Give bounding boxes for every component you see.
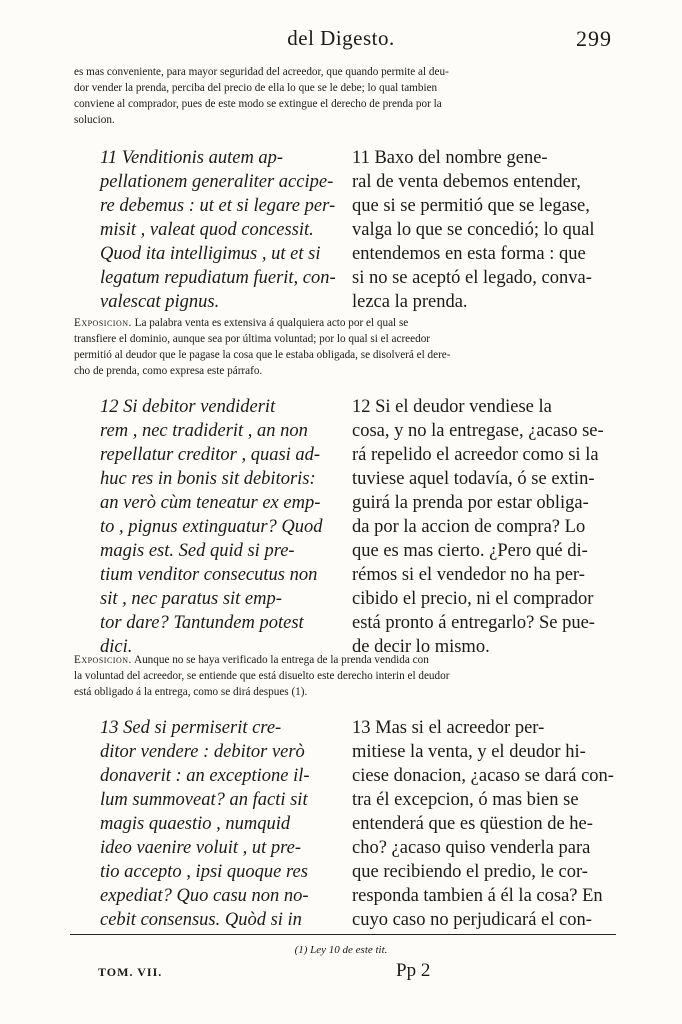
spanish-line: 13 Mas si el acreedor per- [352, 718, 545, 738]
latin-line: 11 Venditionis autem ap- [100, 148, 284, 168]
footnote-divider [70, 934, 616, 935]
spanish-line: que si se permitió que se legase, [352, 196, 590, 216]
exposicion-label: Exposicion. [74, 317, 132, 329]
latin-line: valescat pignus. [100, 292, 220, 312]
spanish-paragraph-11 [352, 146, 614, 314]
latin-line: sit , nec paratus sit emp- [100, 589, 282, 609]
note-line: cho de prenda, como expresa este párrafo. [74, 365, 263, 377]
latin-line: an verò cùm teneatur ex emp- [100, 493, 321, 513]
latin-line: 13 Sed si permiserit cre- [100, 718, 282, 738]
spanish-line: cho? ¿acaso quiso venderla para [352, 838, 591, 858]
spanish-line: si no se aceptó el legado, conva- [352, 268, 592, 288]
spanish-line: rá repelido el acreedor como si la [352, 445, 599, 465]
spanish-line: entenderá que es qüestion de he- [352, 814, 593, 834]
note-line: solucion. [74, 114, 115, 126]
latin-paragraph-11 [100, 146, 340, 314]
latin-line: cebit consensus. Quòd si in [100, 910, 302, 930]
note-line: está obligado á la entrega, como se dirá despues (1). [74, 686, 308, 698]
latin-line: lum summoveat? an facti sit [100, 790, 308, 810]
spanish-line: cibido el precio, ni el comprador [352, 589, 594, 609]
latin-line: tio accepto , ipsi quoque res [100, 862, 308, 882]
spanish-line: da por la accion de compra? Lo [352, 517, 586, 537]
spanish-line: rémos si el vendedor no ha per- [352, 565, 585, 585]
note-line: transfiere el dominio, aunque sea por última voluntad; por lo qual si el acreedor [74, 333, 431, 345]
latin-paragraph-13 [100, 716, 340, 932]
spanish-line: tuviese aquel todavía, ó se extin- [352, 469, 595, 489]
latin-line: ideo vaenire voluit , ut pre- [100, 838, 302, 858]
latin-line: 12 Si debitor vendiderit [100, 397, 276, 417]
spanish-line: ciese donacion, ¿acaso se dará con- [352, 766, 614, 786]
note-line: permitió al deudor que le pagase la cosa que le estaba obligada, se disolverá el dere- [74, 349, 451, 361]
spanish-line: mitiese la venta, y el deudor hi- [352, 742, 586, 762]
note-line [74, 652, 614, 668]
spanish-line: de decir lo mismo. [352, 637, 490, 657]
latin-line: donaverit : an exceptione il- [100, 766, 310, 786]
latin-line: pellationem generaliter accipe- [100, 172, 334, 192]
latin-line: rem , nec tradiderit , an non [100, 421, 308, 441]
latin-paragraph-12 [100, 395, 340, 659]
exposicion-note-1 [74, 315, 614, 379]
running-title: del Digesto. [287, 26, 395, 50]
latin-line: to , pignus extinguatur? Quod [100, 517, 323, 537]
footnote: (1) Ley 10 de este tit. [294, 944, 388, 956]
spanish-line: lezca la prenda. [352, 292, 468, 312]
latin-line: Quod ita intelligimus , ut et si [100, 244, 321, 264]
note-line: es mas conveniente, para mayor seguridad del acreedor, que quando permite al deu- [74, 66, 449, 78]
spanish-line: 11 Baxo del nombre gene- [352, 148, 548, 168]
spanish-paragraph-13 [352, 716, 614, 932]
latin-line: re debemus : ut et si legare per- [100, 196, 336, 216]
latin-line: expediat? Quo casu non no- [100, 886, 309, 906]
spanish-line: guirá la prenda por estar obliga- [352, 493, 589, 513]
spanish-line: cuyo caso no perjudicará el con- [352, 910, 592, 930]
spanish-line: que es mas cierto. ¿Pero qué di- [352, 541, 588, 561]
exposicion-note-2 [74, 652, 614, 700]
note-line [74, 315, 614, 331]
exposicion-label: Exposicion. [74, 654, 132, 666]
spanish-line: que recibiendo el predio, le cor- [352, 862, 588, 882]
latin-line: magis est. Sed quid si pre- [100, 541, 295, 561]
latin-line: repellatur creditor , quasi ad- [100, 445, 321, 465]
signature-mark: Pp 2 [396, 960, 431, 981]
spanish-line: entendemos en esta forma : que [352, 244, 586, 264]
spanish-line: está pronto á entregarlo? Se pue- [352, 613, 595, 633]
spanish-line: 12 Si el deudor vendiese la [352, 397, 552, 417]
latin-line: ditor vendere : debitor verò [100, 742, 305, 762]
top-note [74, 64, 614, 128]
latin-line: misit , valeat quod concessit. [100, 220, 314, 240]
spanish-line: ral de venta debemos entender, [352, 172, 581, 192]
spanish-line: responda tambien á él la cosa? En [352, 886, 603, 906]
note-line: la voluntad del acreedor, se entiende que está disuelto este derecho interin el deudor [74, 670, 450, 682]
spanish-line: cosa, y no la entregase, ¿acaso se- [352, 421, 604, 441]
spanish-line: valga lo que se concedió; lo qual [352, 220, 595, 240]
note-line: conviene al comprador, pues de este modo se extingue el derecho de prenda por la [74, 98, 442, 110]
page-number: 299 [576, 26, 612, 51]
spanish-paragraph-12 [352, 395, 614, 659]
page-header [0, 22, 682, 52]
latin-line: legatum repudiatum fuerit, con- [100, 268, 336, 288]
latin-line: huc res in bonis sit debitoris: [100, 469, 316, 489]
spanish-line: tra él excepcion, ó mas bien se [352, 790, 579, 810]
note-line: dor vender la prenda, perciba del precio de ella lo que se le debe; lo qual tambien [74, 82, 438, 94]
note-text: Aunque no se haya verificado la entrega de la prenda vendida con [134, 654, 429, 666]
note-text: La palabra venta es extensiva á qualquiera acto por el qual se [134, 317, 409, 329]
latin-line: tium venditor consecutus non [100, 565, 318, 585]
latin-line: tor dare? Tantundem potest [100, 613, 304, 633]
latin-line: dici. [100, 637, 133, 657]
volume-label: TOM. VII. [98, 965, 163, 979]
latin-line: magis quaestio , numquid [100, 814, 291, 834]
